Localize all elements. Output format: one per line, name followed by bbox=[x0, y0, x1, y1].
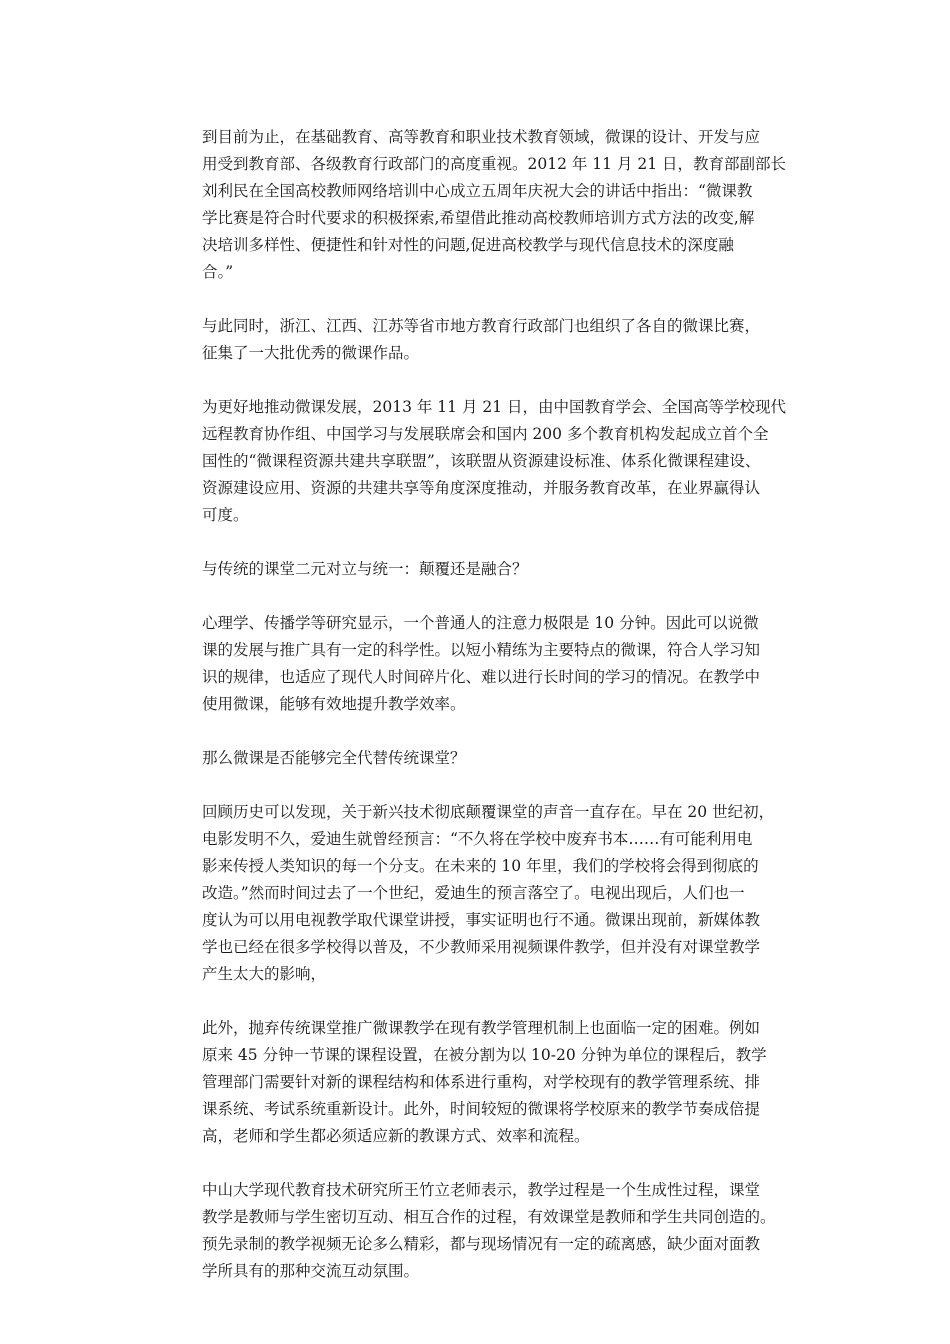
paragraph-3 bbox=[202, 394, 818, 529]
text-line: 此外，抛弃传统课堂推广微课教学在现有教学管理机制上也面临一定的困难。例如 bbox=[202, 1019, 761, 1037]
text-line: 学比赛是符合时代要求的积极探索,希望借此推动高校教师培训方式方法的改变,解 bbox=[202, 209, 755, 227]
text-line: 心理学、传播学等研究显示，一个普通人的注意力极限是 10 分钟。因此可以说微 bbox=[202, 614, 759, 632]
text-line: 用受到教育部、各级教育行政部门的高度重视。2012 年 11 月 21 日，教育部副部长 bbox=[202, 155, 787, 173]
text-line: 资源建设应用、资源的共建共享等角度深度推动，并服务教育改革，在业界赢得认 bbox=[202, 479, 761, 497]
text-line: 决培训多样性、便捷性和针对性的问题,促进高校教学与现代信息技术的深度融 bbox=[202, 236, 734, 254]
section-heading-1 bbox=[202, 556, 818, 583]
section-heading-2 bbox=[202, 745, 818, 772]
text-line: 学所具有的那种交流互动氛围。 bbox=[202, 1262, 420, 1280]
paragraph-6 bbox=[202, 1015, 818, 1150]
text-line: 度认为可以用电视教学取代课堂讲授，事实证明也行不通。微课出现前，新媒体教 bbox=[202, 911, 761, 929]
paragraph-1 bbox=[202, 124, 818, 286]
text-line: 可度。 bbox=[202, 506, 249, 524]
paragraph-gap bbox=[202, 988, 818, 1015]
text-line: 征集了一大批优秀的微课作品。 bbox=[202, 344, 420, 362]
text-line: 产生太大的影响， bbox=[202, 965, 327, 983]
text-line: 教学是教师与学生密切互动、相互合作的过程，有效课堂是教师和学生共同创造的。 bbox=[202, 1208, 776, 1226]
text-line: 课的发展与推广具有一定的科学性。以短小精练为主要特点的微课，符合人学习知 bbox=[202, 641, 761, 659]
text-line: 合。” bbox=[202, 263, 234, 281]
text-line: 与此同时，浙江、江西、江苏等省市地方教育行政部门也组织了各自的微课比赛， bbox=[202, 317, 761, 335]
text-line: 那么微课是否能够完全代替传统课堂？ bbox=[202, 749, 466, 767]
text-line: 远程教育协作组、中国学习与发展联席会和国内 200 多个教育机构发起成立首个全 bbox=[202, 425, 769, 443]
text-line: 中山大学现代教育技术研究所王竹立老师表示，教学过程是一个生成性过程，课堂 bbox=[202, 1181, 761, 1199]
text-line: 学也已经在很多学校得以普及，不少教师采用视频课件教学，但并没有对课堂教学 bbox=[202, 938, 761, 956]
text-line: 原来 45 分钟一节课的课程设置，在被分割为以 10-20 分钟为单位的课程后，教学 bbox=[202, 1046, 767, 1064]
document-body bbox=[202, 124, 818, 1285]
text-line: 与传统的课堂二元对立与统一：颠覆还是融合？ bbox=[202, 560, 528, 578]
text-line: 电影发明不久，爱迪生就曾经预言：“不久将在学校中废弃书本……有可能利用电 bbox=[202, 830, 753, 848]
paragraph-gap bbox=[202, 583, 818, 610]
text-line: 管理部门需要针对新的课程结构和体系进行重构，对学校现有的教学管理系统、排 bbox=[202, 1073, 761, 1091]
text-line: 回顾历史可以发现，关于新兴技术彻底颠覆课堂的声音一直存在。早在 20 世纪初， bbox=[202, 803, 775, 821]
paragraph-2 bbox=[202, 313, 818, 367]
text-line: 识的规律，也适应了现代人时间碎片化、难以进行长时间的学习的情况。在教学中 bbox=[202, 668, 761, 686]
paragraph-4 bbox=[202, 610, 818, 718]
paragraph-7 bbox=[202, 1177, 818, 1285]
paragraph-gap bbox=[202, 772, 818, 799]
paragraph-gap bbox=[202, 286, 818, 313]
text-line: 使用微课，能够有效地提升教学效率。 bbox=[202, 695, 466, 713]
paragraph-gap bbox=[202, 529, 818, 556]
text-line: 国性的“微课程资源共建共享联盟”，该联盟从资源建设标准、体系化微课程建设、 bbox=[202, 452, 761, 470]
paragraph-gap bbox=[202, 367, 818, 394]
text-line: 改造。”然而时间过去了一个世纪，爱迪生的预言落空了。电视出现后，人们也一 bbox=[202, 884, 745, 902]
text-line: 课系统、考试系统重新设计。此外，时间较短的微课将学校原来的教学节奏成倍提 bbox=[202, 1100, 761, 1118]
text-line: 预先录制的教学视频无论多么精彩，都与现场情况有一定的疏离感，缺少面对面教 bbox=[202, 1235, 761, 1253]
paragraph-5 bbox=[202, 799, 818, 988]
text-line: 到目前为止，在基础教育、高等教育和职业技术教育领域，微课的设计、开发与应 bbox=[202, 128, 761, 146]
text-line: 为更好地推动微课发展，2013 年 11 月 21 日，由中国教育学会、全国高等学校现代 bbox=[202, 398, 787, 416]
paragraph-gap bbox=[202, 1150, 818, 1177]
text-line: 刘利民在全国高校教师网络培训中心成立五周年庆祝大会的讲话中指出：“微课教 bbox=[202, 182, 753, 200]
text-line: 高，老师和学生都必须适应新的教课方式、效率和流程。 bbox=[202, 1127, 590, 1145]
text-line: 影来传授人类知识的每一个分支。在未来的 10 年里，我们的学校将会得到彻底的 bbox=[202, 857, 759, 875]
paragraph-gap bbox=[202, 718, 818, 745]
